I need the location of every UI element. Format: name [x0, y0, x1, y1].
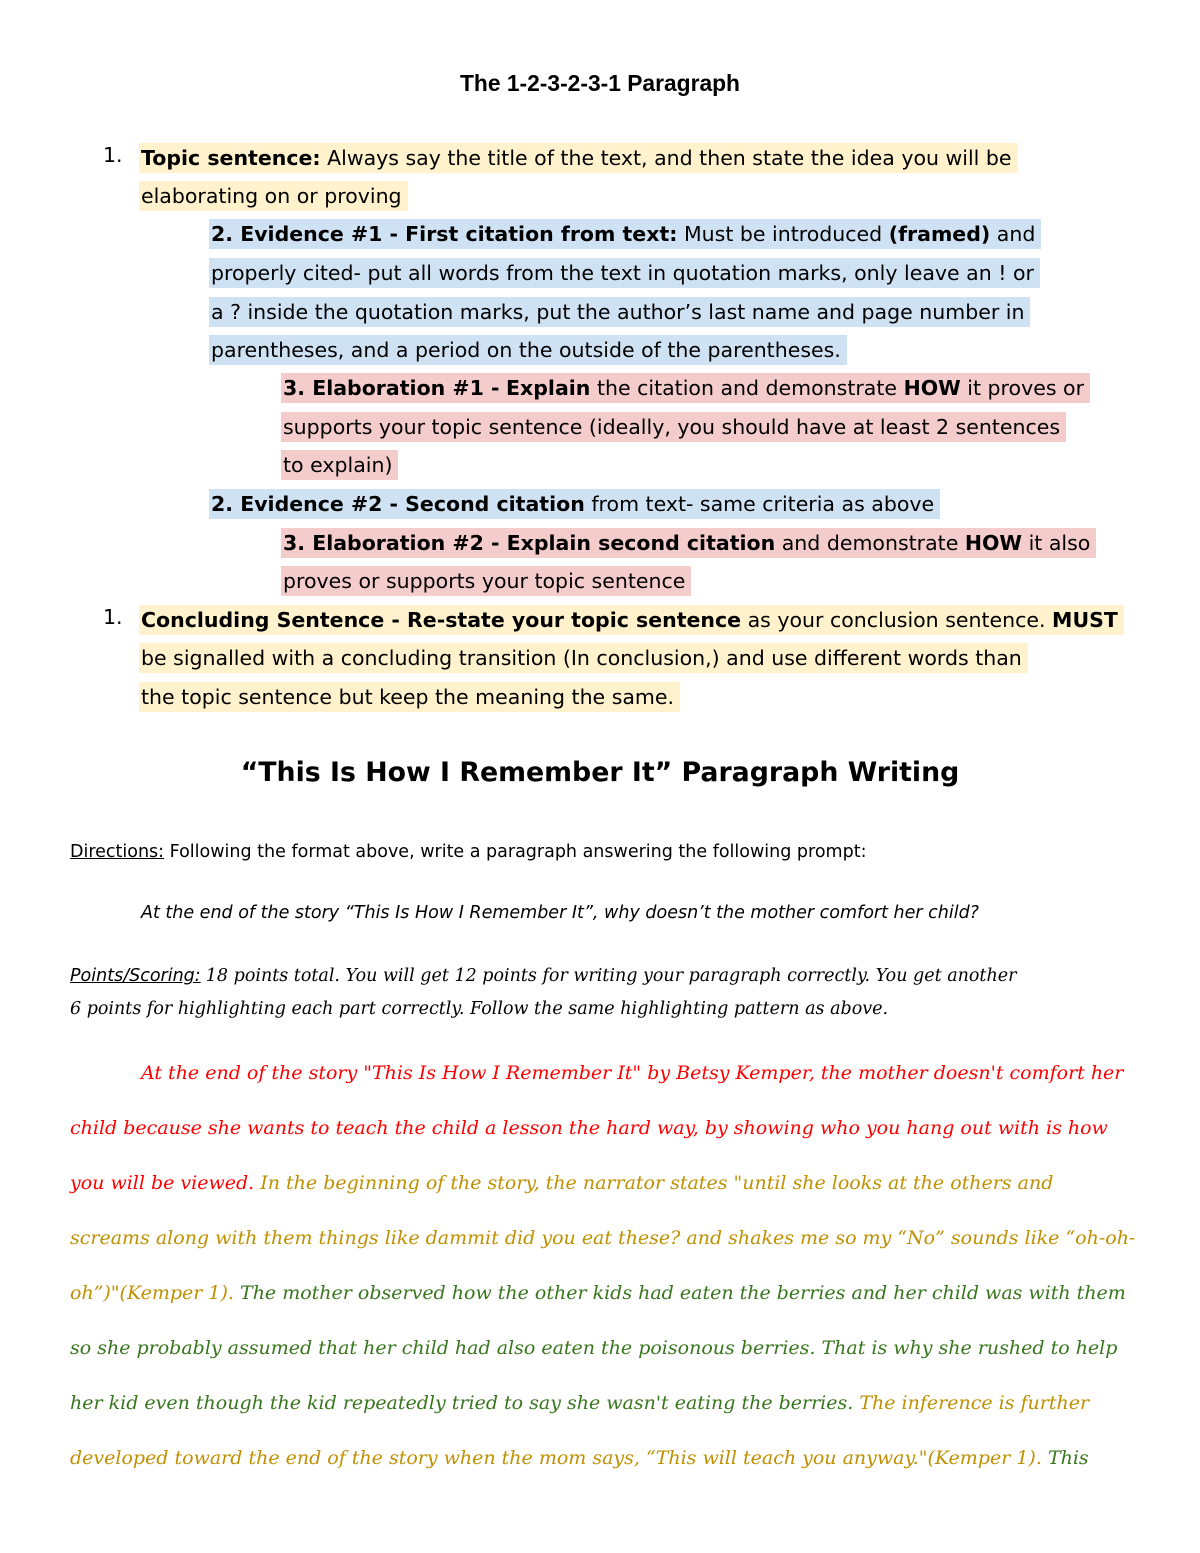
how-word: HOW [903, 376, 961, 400]
evidence1-line-2 [211, 258, 1040, 288]
answer-7-gold: The inference is further [859, 1392, 1090, 1414]
answer-line-6: so she probably assumed that her child had also eaten the poisonous berries. That is why she rushed to help [70, 1337, 1118, 1359]
elaboration1-label: 3. Elaboration #1 - [283, 376, 500, 400]
elaboration2-text-2: proves or supports your topic sentence [281, 566, 691, 596]
topic-text-1: Always say the title of the text, and then state the idea you will be [327, 146, 1012, 170]
answer-8-green: This [1047, 1447, 1089, 1469]
answer-line-5 [70, 1282, 1126, 1304]
how-word-2: HOW [964, 531, 1023, 555]
explain-word: Explain [506, 376, 591, 400]
answer-8-gold: developed toward the end of the story when the mom says, “This will teach you anyway."(Kemper 1). [70, 1447, 1042, 1469]
points-label: Points/Scoring: [70, 966, 201, 986]
elaboration1-line-3 [283, 450, 398, 480]
elaboration2-label: 3. Elaboration #2 - Explain second citation [283, 531, 776, 555]
answer-5-gold: oh”)"(Kemper 1). [70, 1282, 234, 1304]
must-word: MUST [1052, 608, 1118, 632]
answer-3-red: you will be viewed. [70, 1172, 255, 1194]
directions-text: Following the format above, write a paragraph answering the following prompt: [169, 842, 867, 862]
topic-label: Topic sentence: [141, 146, 321, 170]
topic-number: 1. [103, 143, 123, 167]
answer-line-7 [70, 1392, 1089, 1414]
evidence1-label: 2. Evidence #1 - First citation from text: [211, 222, 678, 246]
points-text-1: 18 points total. You will get 12 points for writing your paragraph correctly. You get another [205, 966, 1017, 986]
concluding-text-3: the topic sentence but keep the meaning the same. [139, 682, 680, 712]
concluding-label: Concluding Sentence - Re-state your topic sentence [141, 608, 742, 632]
topic-text-2: elaborating on or proving [139, 181, 408, 211]
elaboration1-text-1b: it proves or [967, 376, 1084, 400]
concluding-number: 1. [103, 605, 123, 629]
concluding-line-1 [141, 605, 1124, 635]
answer-3-gold: In the beginning of the story, the narrator states "until she looks at the others and [260, 1172, 1054, 1194]
concluding-text-2: be signalled with a concluding transition (In conclusion,) and use different words than [139, 643, 1028, 673]
answer-line-2: child because she wants to teach the child a lesson the hard way, by showing who you hang out with is how [70, 1117, 1108, 1139]
answer-7-green: her kid even though the kid repeatedly tried to say she wasn't eating the berries. [70, 1392, 854, 1414]
answer-line-8 [70, 1447, 1089, 1469]
evidence1-text-3: a ? inside the quotation marks, put the author’s last name and page number in [209, 297, 1030, 327]
directions-line [70, 842, 866, 862]
evidence2-label: 2. Evidence #2 - Second citation [211, 492, 585, 516]
concluding-line-2 [141, 643, 1028, 673]
answer-line-4: screams along with them things like dammit did you eat these? and shakes me so my “No” sounds like “oh-oh- [70, 1227, 1136, 1249]
evidence2-text: from text- same criteria as above [591, 492, 935, 516]
evidence1-line-4 [211, 335, 847, 365]
elaboration2-line-1 [283, 528, 1096, 558]
framed-label: (framed) [888, 222, 991, 246]
answer-5-green: The mother observed how the other kids had eaten the berries and her child was with them [240, 1282, 1126, 1304]
section-title: “This Is How I Remember It” Paragraph Writing [240, 757, 960, 788]
evidence1-line-1 [211, 219, 1041, 249]
points-line-1 [70, 966, 1016, 986]
elaboration1-line-1 [283, 373, 1090, 403]
evidence1-text-2: properly cited- put all words from the text in quotation marks, only leave an ! or [209, 258, 1040, 288]
answer-line-3 [70, 1172, 1053, 1194]
elaboration2-text-1a: and demonstrate [781, 531, 959, 555]
elaboration2-line-2 [283, 566, 691, 596]
elaboration1-text-1a: the citation and demonstrate [596, 376, 898, 400]
evidence2-line [211, 489, 940, 519]
concluding-text-1a: as your conclusion sentence. [747, 608, 1046, 632]
points-line-2: 6 points for highlighting each part correctly. Follow the same highlighting pattern as above. [70, 999, 889, 1019]
answer-line-1: At the end of the story "This Is How I Remember It" by Betsy Kemper, the mother doesn't comfort her [141, 1062, 1124, 1084]
evidence1-text-1b: and [996, 222, 1036, 246]
prompt-text: At the end of the story “This Is How I Remember It”, why doesn’t the mother comfort her child? [141, 903, 979, 923]
evidence1-text-1a: Must be introduced [683, 222, 883, 246]
topic-line-1 [141, 143, 1018, 173]
evidence1-line-3 [211, 297, 1030, 327]
elaboration1-text-3: to explain) [281, 450, 398, 480]
topic-line-2 [141, 181, 408, 211]
elaboration2-text-1b: it also [1028, 531, 1091, 555]
page-title: The 1-2-3-2-3-1 Paragraph [460, 70, 740, 96]
concluding-line-3 [141, 682, 680, 712]
elaboration1-line-2 [283, 412, 1066, 442]
directions-label: Directions: [70, 842, 165, 862]
evidence1-text-4: parentheses, and a period on the outside of the parentheses. [209, 335, 847, 365]
elaboration1-text-2: supports your topic sentence (ideally, you should have at least 2 sentences [281, 412, 1066, 442]
